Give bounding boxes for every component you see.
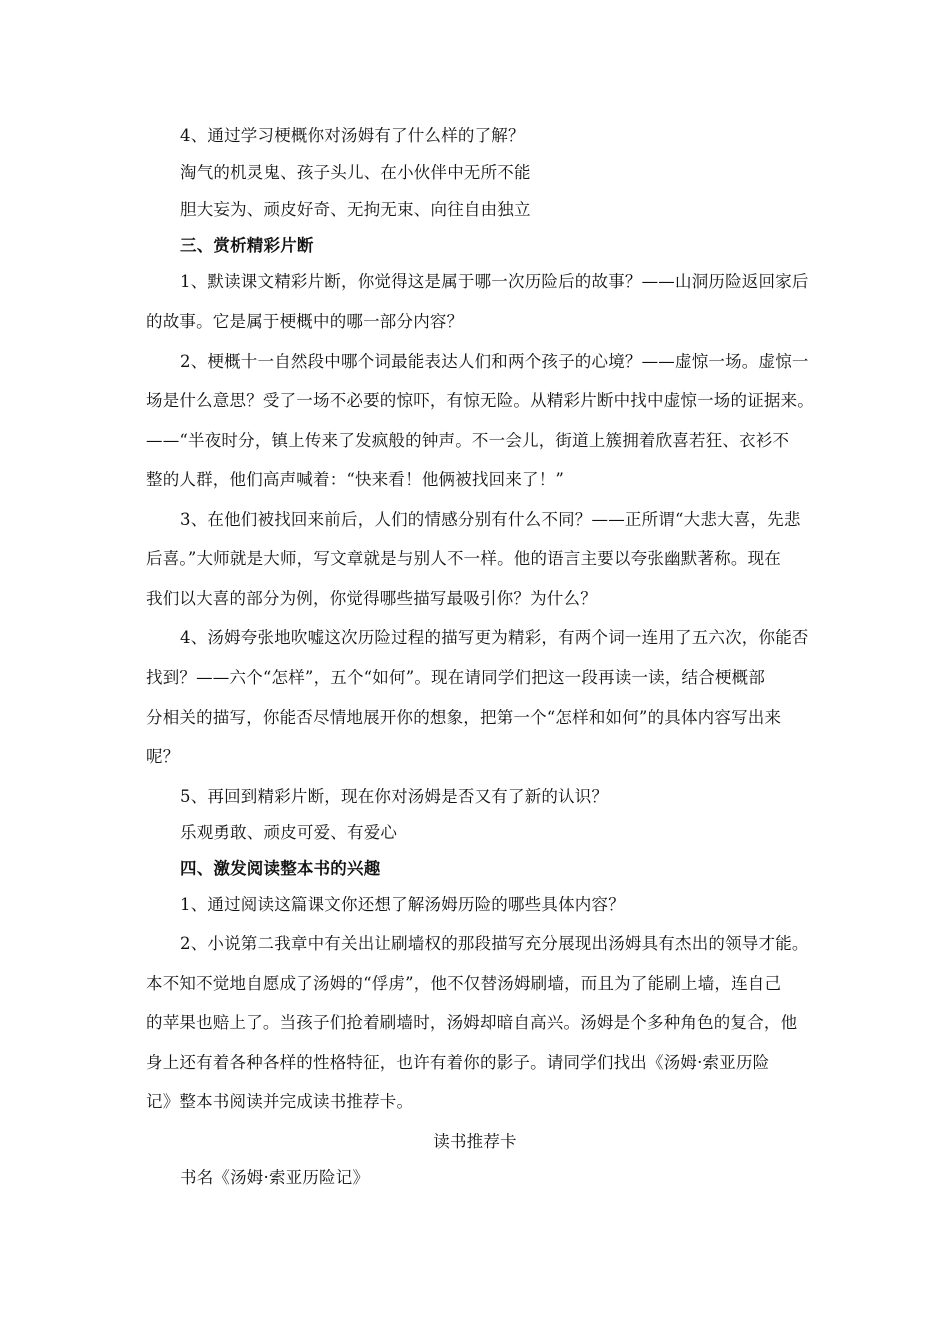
paragraph-line: 场是什么意思？受了一场不必要的惊吓，有惊无险。从精彩片断中找中虚惊一场的证据来。 [146, 391, 814, 410]
paragraph-line: 记》整本书阅读并完成读书推荐卡。 [146, 1092, 414, 1111]
paragraph-line: 分相关的描写，你能否尽情地展开你的想象，把第一个“怎样和如何”的具体内容写出来 [146, 708, 782, 727]
paragraph-line: 1、通过阅读这篇课文你还想了解汤姆历险的哪些具体内容？ [180, 895, 625, 914]
paragraph-line: 书名《汤姆·索亚历险记》 [180, 1168, 370, 1187]
section-heading: 三、赏析精彩片断 [180, 236, 314, 255]
paragraph-line: 的故事。它是属于梗概中的哪一部分内容？ [146, 312, 464, 331]
paragraph-line: 本不知不觉地自愿成了汤姆的“俘虏”，他不仅替汤姆刷墙，而且为了能刷上墙，连自己 [146, 974, 782, 993]
paragraph-line: ——“半夜时分，镇上传来了发疯般的钟声。不一会儿，街道上簇拥着欣喜若狂、衣衫不 [146, 431, 790, 450]
paragraph-line: 的苹果也赔上了。当孩子们抢着刷墙时，汤姆却暗自高兴。汤姆是个多种角色的复合，他 [146, 1013, 798, 1032]
paragraph-line: 身上还有着各种各样的性格特征，也许有着你的影子。请同学们找出《汤姆·索亚历险 [146, 1053, 770, 1072]
paragraph-line: 我们以大喜的部分为例，你觉得哪些描写最吸引你？为什么？ [146, 589, 597, 608]
paragraph-line: 5、再回到精彩片断，现在你对汤姆是否又有了新的认识？ [180, 787, 609, 806]
paragraph-line: 4、汤姆夸张地吹嘘这次历险过程的描写更为精彩，有两个词一连用了五六次，你能否 [180, 628, 809, 647]
card-title: 读书推荐卡 [433, 1132, 517, 1151]
paragraph-line: 3、在他们被找回来前后，人们的情感分别有什么不同？——正所谓“大悲大喜，先悲 [180, 510, 801, 529]
paragraph-line: 2、梗概十一自然段中哪个词最能表达人们和两个孩子的心境？——虚惊一场。虚惊一 [180, 352, 809, 371]
paragraph-line: 乐观勇敢、顽皮可爱、有爱心 [180, 823, 398, 842]
section-heading: 四、激发阅读整本书的兴趣 [180, 859, 381, 878]
paragraph-line: 找到？——六个“怎样”，五个“如何”。现在请同学们把这一段再读一读，结合梗概部 [146, 668, 766, 687]
paragraph-line: 淘气的机灵鬼、孩子头儿、在小伙伴中无所不能 [180, 163, 531, 182]
paragraph-line: 后喜。”大师就是大师，写文章就是与别人不一样。他的语言主要以夸张幽默著称。现在 [146, 549, 781, 568]
paragraph-line: 胆大妄为、顽皮好奇、无拘无束、向往自由独立 [180, 200, 531, 219]
paragraph-line: 呢？ [146, 747, 180, 766]
paragraph-line: 1、默读课文精彩片断，你觉得这是属于哪一次历险后的故事？——山洞历险返回家后 [180, 272, 809, 291]
paragraph-line: 整的人群，他们高声喊着：“快来看！他俩被找回来了！” [146, 470, 565, 489]
paragraph-line: 2、小说第二我章中有关出让刷墙权的那段描写充分展现出汤姆具有杰出的领导才能。 [180, 934, 809, 953]
paragraph-line: 4、通过学习梗概你对汤姆有了什么样的了解？ [180, 126, 525, 145]
